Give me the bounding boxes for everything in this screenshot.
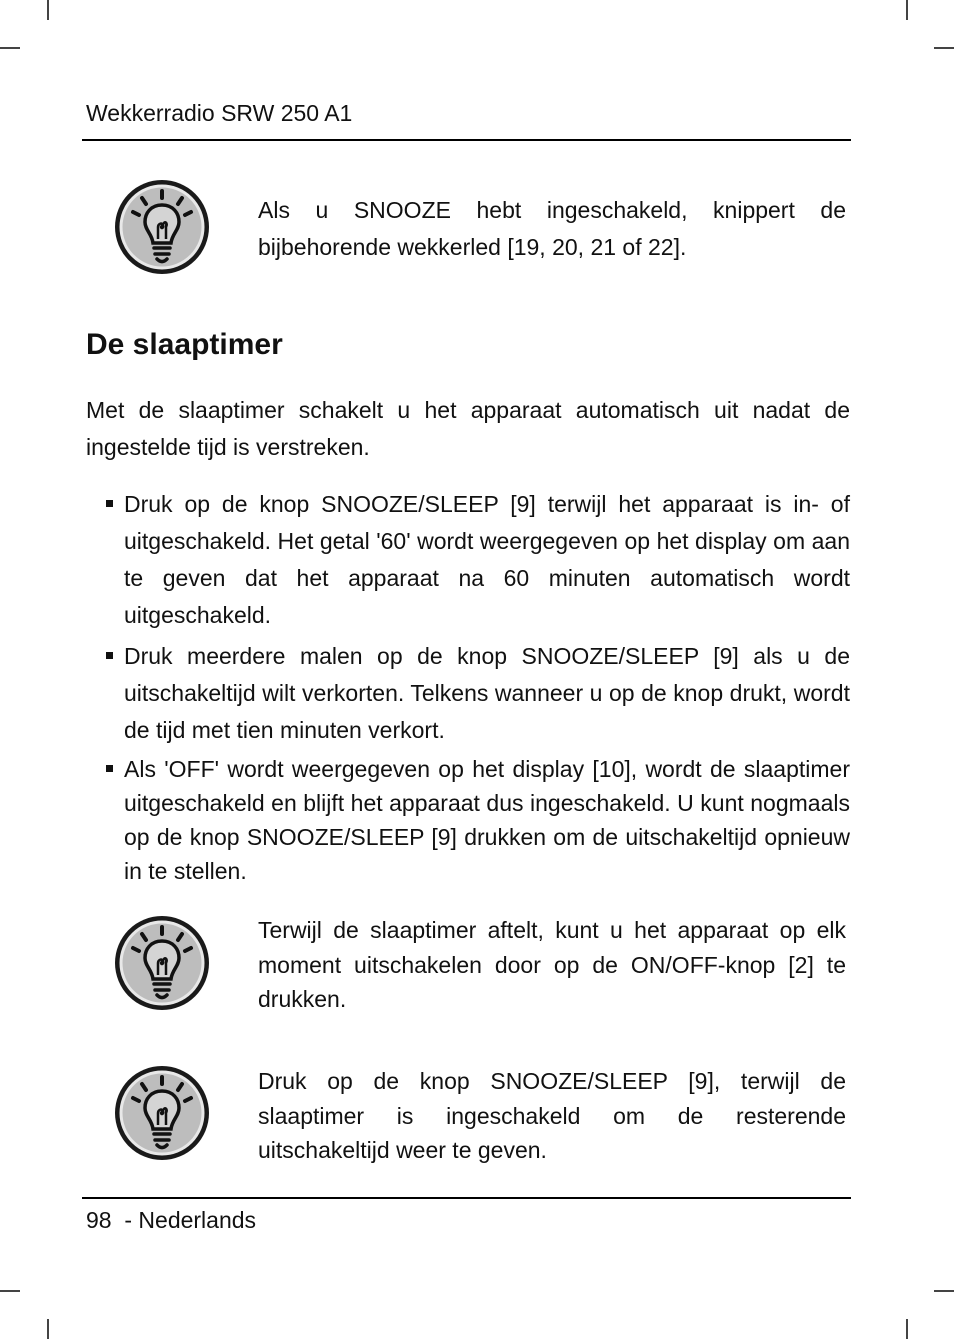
lightbulb-icon — [112, 177, 212, 277]
crop-mark — [934, 1290, 954, 1292]
intro-paragraph: Met de slaaptimer schakelt u het apparaat automatisch uit nadat de ingestelde tijd is verstreken. — [86, 397, 850, 460]
crop-mark — [47, 1319, 49, 1339]
footer-rule — [82, 1197, 851, 1199]
bullet-marker — [106, 500, 113, 507]
crop-mark — [47, 0, 49, 20]
tip-note — [112, 177, 846, 277]
list-item-text: Druk meerdere malen op de knop SNOOZE/SLEEP [9] als u de uitschakeltijd wilt verkorten. Telkens wanneer u op de knop drukt, wordt de tijd met tien minuten verkort. — [124, 643, 850, 743]
header-rule — [82, 139, 851, 141]
crop-mark — [934, 47, 954, 49]
crop-mark — [906, 1319, 908, 1339]
list-item — [106, 752, 850, 888]
crop-mark — [0, 47, 20, 49]
tip-note — [112, 913, 846, 1013]
instruction-list — [106, 486, 850, 888]
lightbulb-icon — [112, 913, 212, 1013]
list-item — [106, 486, 850, 634]
running-header: Wekkerradio SRW 250 A1 — [86, 100, 353, 126]
bullet-marker — [106, 765, 113, 772]
section-heading: De slaaptimer — [86, 328, 283, 361]
lightbulb-icon — [112, 1063, 212, 1163]
tip-note — [112, 1063, 846, 1163]
page-footer: 98 - Nederlands — [86, 1207, 257, 1233]
tip-text: Terwijl de slaaptimer aftelt, kunt u het apparaat op elk moment uitschakelen door op de ON/OFF-knop [2] te drukken. — [258, 917, 846, 1012]
tip-text: Druk op de knop SNOOZE/SLEEP [9], terwijl de slaaptimer is ingeschakeld om de resterende uitschakeltijd weer te geven. — [258, 1068, 846, 1163]
list-item — [106, 638, 850, 749]
tip-text: Als u SNOOZE hebt ingeschakeld, knippert de bijbehorende wekkerled [19, 20, 21 of 22]. — [258, 197, 846, 260]
list-item-text: Als 'OFF' wordt weergegeven op het display [10], wordt de slaaptimer uitgeschakeld en blijft het apparaat dus ingeschakeld. U kunt nogmaals op de knop SNOOZE/SLEEP [9] drukken om de uitschakeltijd opnieuw in te stellen. — [124, 756, 850, 884]
crop-mark — [906, 0, 908, 20]
bullet-marker — [106, 652, 113, 659]
list-item-text: Druk op de knop SNOOZE/SLEEP [9] terwijl het apparaat is in- of uitgeschakeld. Het getal '60' wordt weergegeven op het display om aan te geven dat het apparaat na 60 minuten automatisch wordt uitgeschakeld. — [124, 491, 850, 628]
crop-mark — [0, 1290, 20, 1292]
